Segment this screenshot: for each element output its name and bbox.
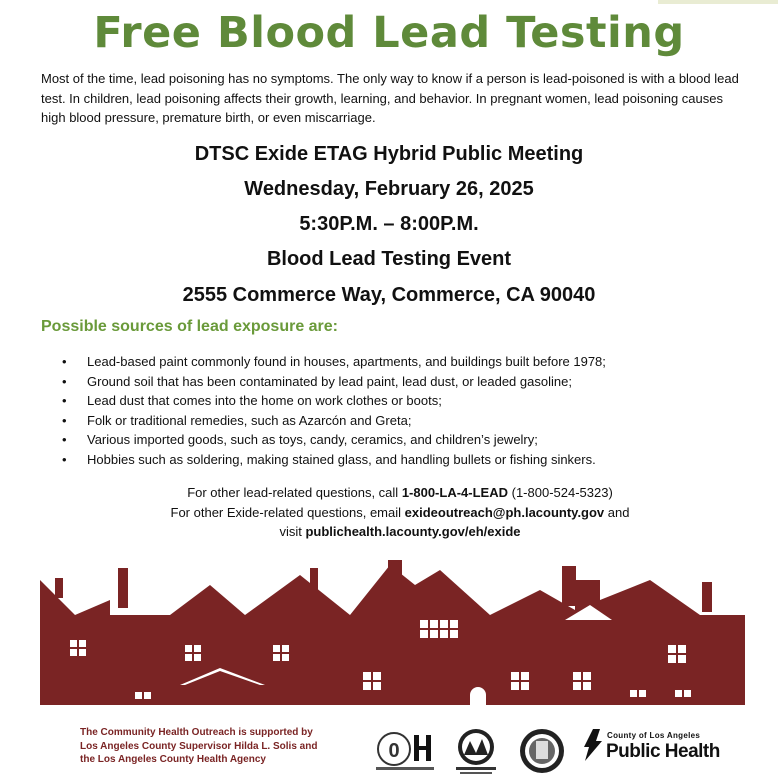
contact-line-phone xyxy=(0,483,778,503)
website-link[interactable]: publichealth.lacounty.gov/eh/exide xyxy=(305,524,521,539)
logo-county-label: County of Los Angeles xyxy=(607,731,701,740)
house-skyline-illustration xyxy=(0,560,778,720)
list-item: • Ground soil that has been contaminated by lead paint, lead dust, or leaded gasoline; xyxy=(62,372,606,392)
supervisor-solis-logo xyxy=(372,727,438,773)
contact-email-prefix: For other Exide-related questions, email xyxy=(170,504,405,520)
sources-list xyxy=(62,352,606,470)
county-seal-icon xyxy=(518,727,566,775)
event-meeting: DTSC Exide ETAG Hybrid Public Meeting xyxy=(194,143,584,165)
contact-email-suffix: and xyxy=(604,504,630,520)
top-accent-bar xyxy=(658,0,778,4)
contact-info xyxy=(0,483,778,542)
contact-phone-suffix: (1-800-524-5323) xyxy=(508,485,613,500)
email-link[interactable]: exideoutreach@ph.lacounty.gov xyxy=(404,504,605,520)
list-item: • Folk or traditional remedies, such as Azarcón and Greta; xyxy=(62,411,606,431)
event-time: 5:30P.M. – 8:00P.M. xyxy=(299,213,479,235)
sources-heading: Possible sources of lead exposure are: xyxy=(41,318,339,335)
support-statement xyxy=(80,726,317,767)
list-item: • Various imported goods, such as toys, candy, ceramics, and children’s jewelry; xyxy=(62,430,606,450)
la-county-health-agency-logo xyxy=(450,727,502,775)
contact-phone-prefix: For other lead-related questions, call xyxy=(187,485,402,500)
contact-line-email xyxy=(0,503,778,523)
intro-paragraph: Most of the time, lead poisoning has no symptoms. The only way to know if a person is lead-poisoned is with a blood lead test. In children, lead poisoning affects their growth, learning, and behavior. In pregnant women, lead poisoning causes high blood pressure, premature birth, or even miscarriage. xyxy=(41,71,739,125)
contact-line-website xyxy=(0,522,778,542)
event-testing: Blood Lead Testing Event xyxy=(266,248,512,270)
svg-text:0: 0 xyxy=(388,740,400,762)
logo-public-health-label: Public Health xyxy=(606,741,720,762)
page-title: Free Blood Lead Testing xyxy=(93,8,685,58)
list-item: • Hobbies such as soldering, making stained glass, and handling bullets or fishing sinkers. xyxy=(62,450,606,470)
support-line: Los Angeles County Supervisor Hilda L. Solis and xyxy=(80,740,318,752)
list-item: • Lead-based paint commonly found in houses, apartments, and buildings built before 1978; xyxy=(62,352,606,372)
public-health-emblem-icon xyxy=(580,727,606,763)
list-item: • Lead dust that comes into the home on work clothes or boots; xyxy=(62,391,606,411)
support-line: the Los Angeles County Health Agency xyxy=(80,754,266,765)
contact-website-prefix: visit xyxy=(279,524,306,539)
phone-number-link[interactable]: 1-800-LA-4-LEAD xyxy=(401,485,508,500)
event-address: 2555 Commerce Way, Commerce, CA 90040 xyxy=(182,284,596,306)
event-date: Wednesday, February 26, 2025 xyxy=(244,178,534,200)
support-line: The Community Health Outreach is supported by xyxy=(80,727,313,738)
